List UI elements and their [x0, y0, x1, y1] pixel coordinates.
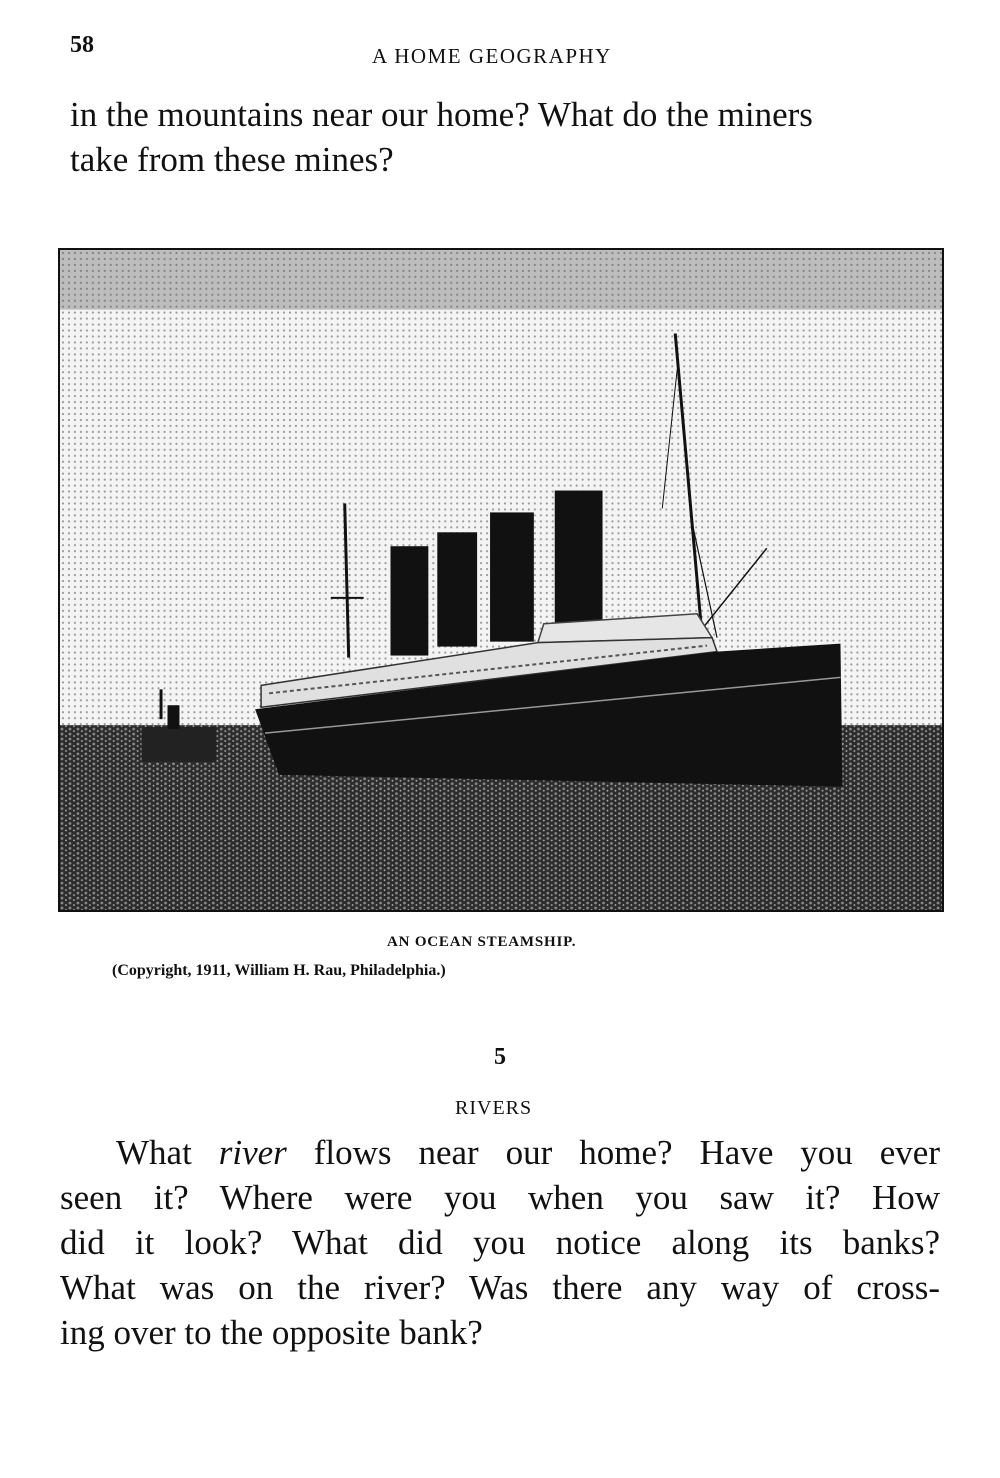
steamship-photo — [58, 248, 944, 912]
running-head: A HOME GEOGRAPHY — [372, 44, 612, 68]
sky-fade — [60, 250, 942, 310]
figure-credit: (Copyright, 1911, William H. Rau, Philadelphia.) — [112, 962, 446, 979]
rivers-paragraph — [60, 1130, 940, 1355]
steamship-illustration — [60, 250, 942, 910]
figure-caption: AN OCEAN STEAMSHIP. — [387, 934, 577, 950]
section-number: 5 — [494, 1044, 506, 1070]
intro-line: take from these mines? — [70, 140, 394, 179]
page-number: 58 — [70, 32, 94, 58]
rivers-line: ing over to the opposite bank? — [60, 1313, 483, 1352]
rivers-line: What was on the river? Was there any way of cross- — [60, 1268, 940, 1307]
intro-paragraph — [70, 92, 960, 182]
rivers-line: did it look? What did you notice along its banks? — [60, 1223, 940, 1262]
rivers-line: What river flows near our home? Have you ever — [116, 1133, 940, 1172]
emphasis-river: river — [218, 1133, 287, 1172]
rivers-line: seen it? Where were you when you saw it? How — [60, 1178, 940, 1217]
intro-line: in the mountains near our home? What do the miners — [70, 95, 813, 134]
section-title: RIVERS — [455, 1097, 533, 1119]
